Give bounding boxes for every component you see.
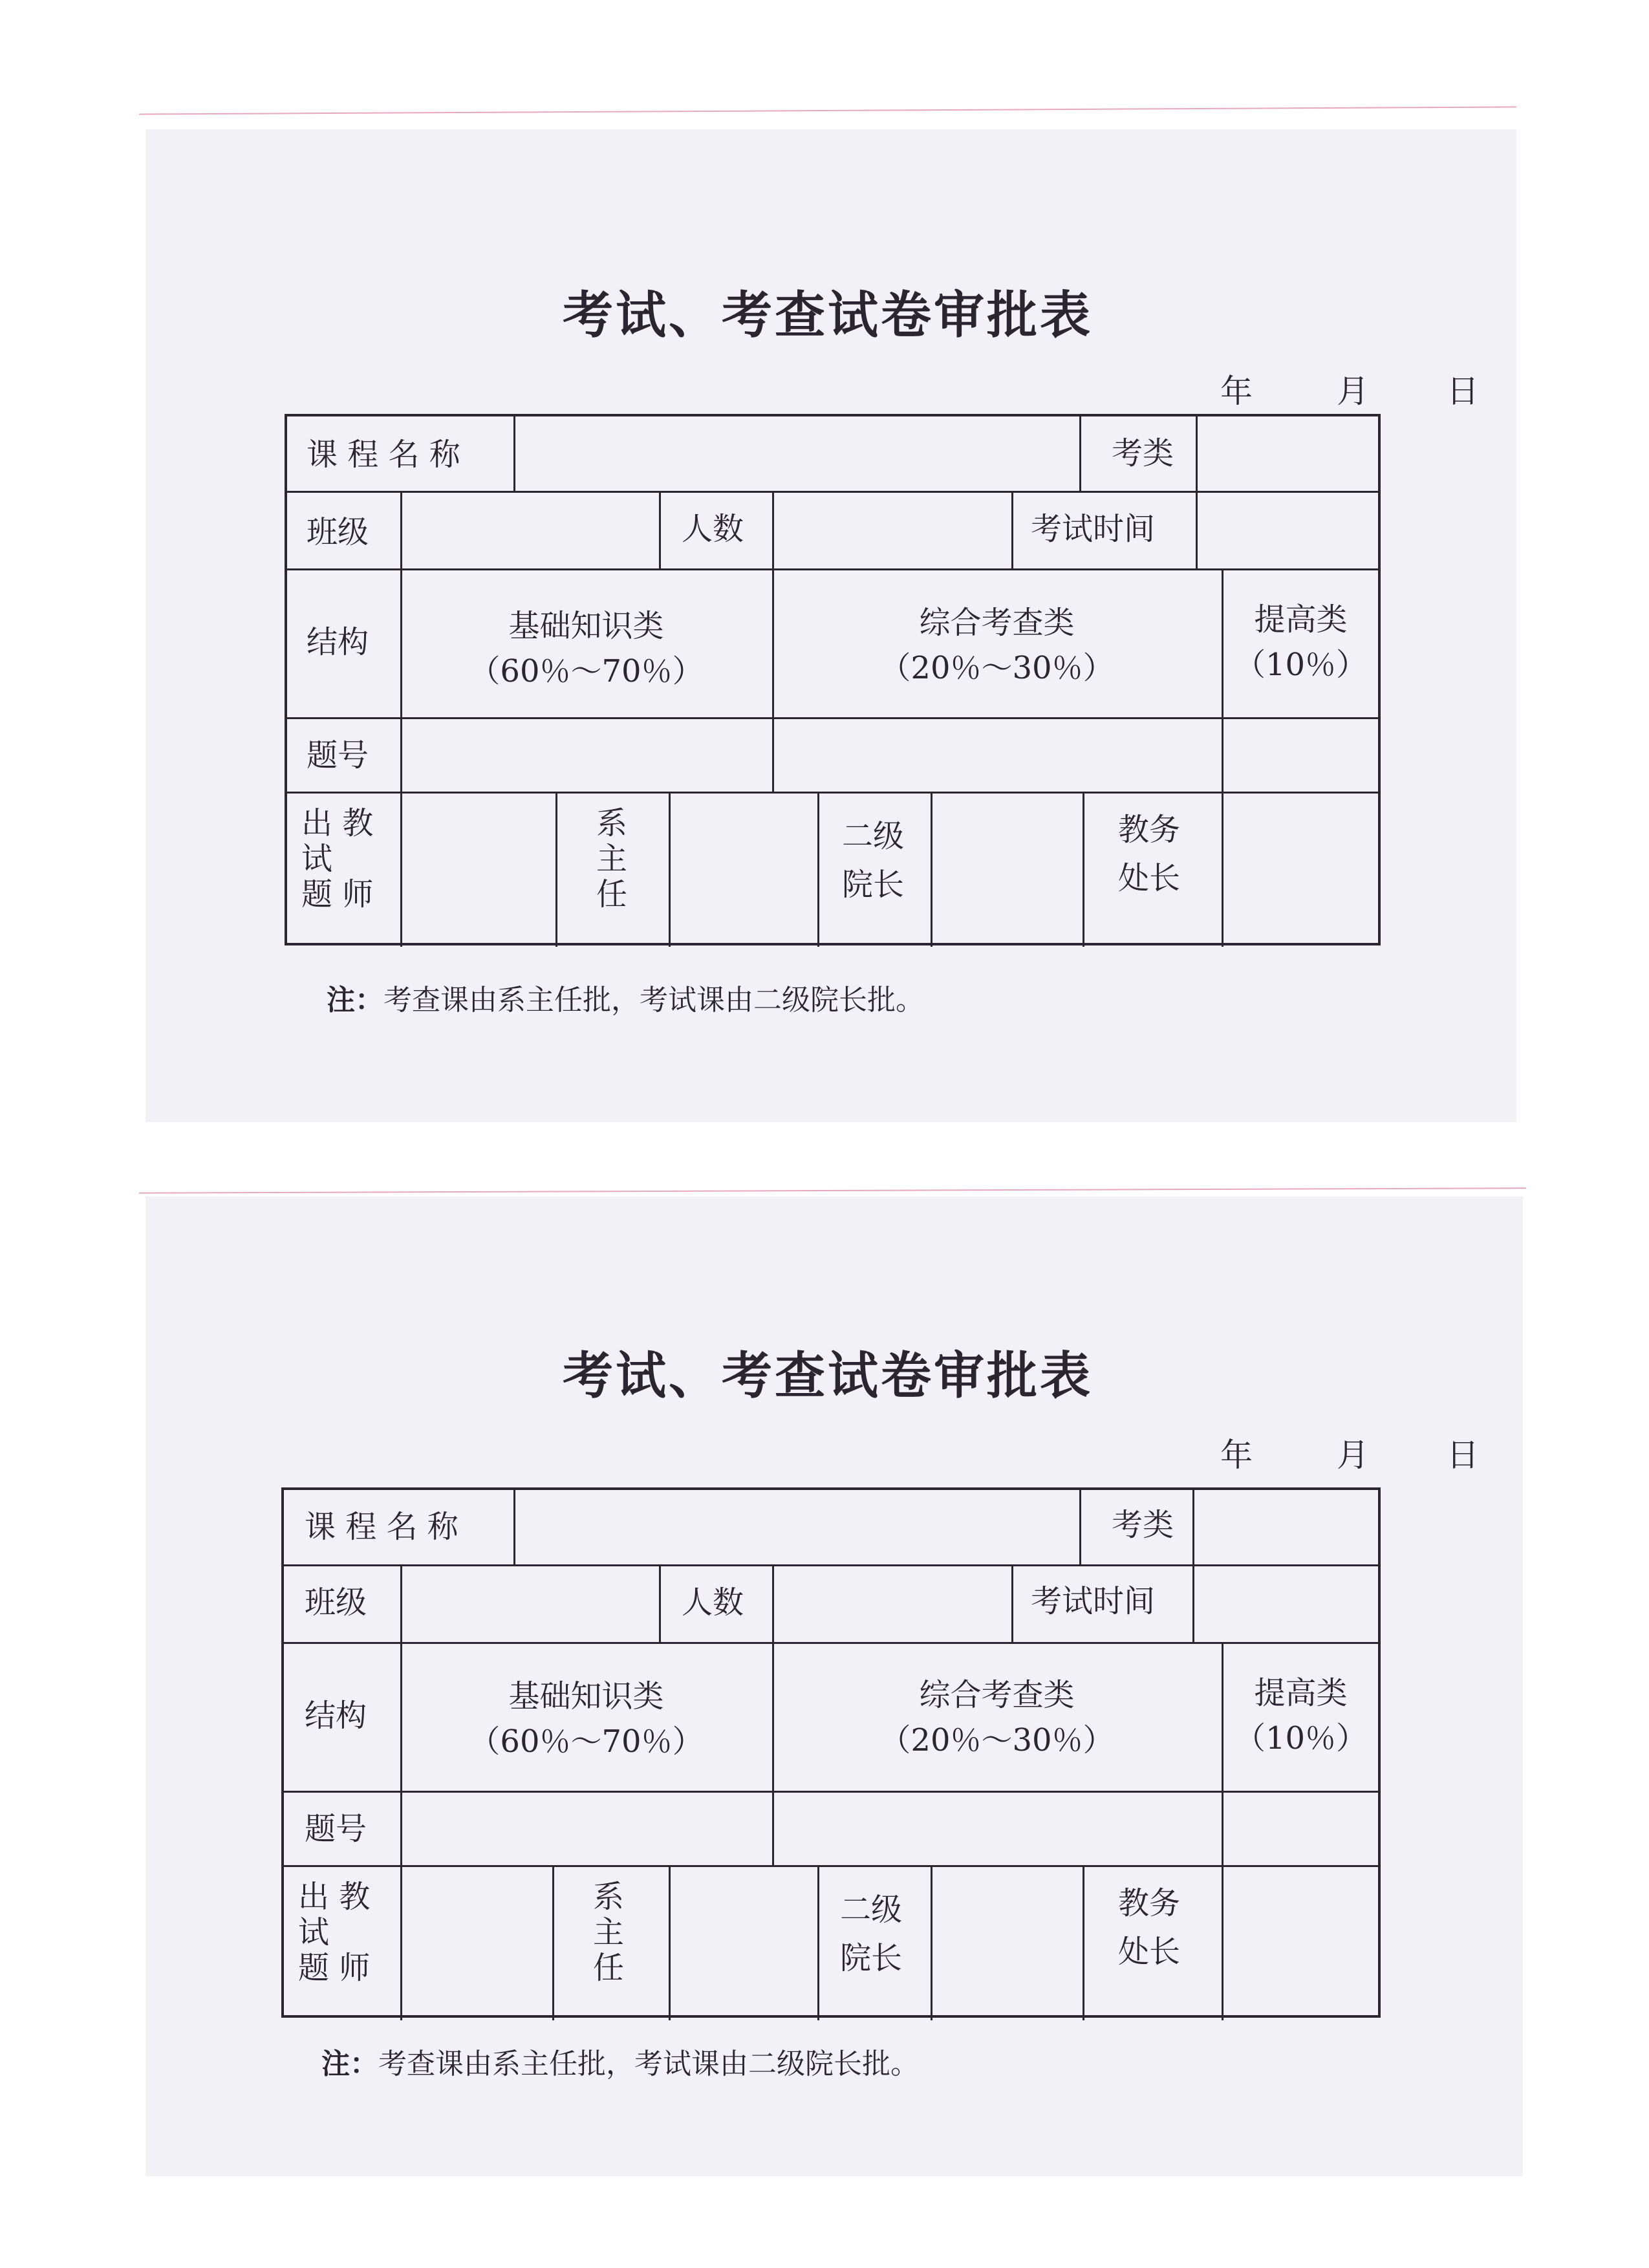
headcount-label: 人数 [682, 1584, 744, 1621]
note-prefix: 注： [321, 2047, 378, 2080]
question-number-label: 题号 [307, 737, 369, 773]
exam-type-label: 考类 [1112, 1507, 1174, 1543]
table-row-divider [284, 1642, 1379, 1644]
date-year-label: 年 [1220, 1436, 1253, 1474]
table-column-divider [669, 792, 671, 947]
exam-time-label: 考试时间 [1031, 511, 1156, 547]
table-column-divider [1083, 792, 1084, 947]
basic-category-percent: （60％～70％） [469, 1723, 704, 1760]
basic-category-label: 基础知识类 [508, 608, 664, 644]
table-row-divider [284, 1564, 1379, 1566]
table-column-divider [669, 1865, 671, 2020]
setter-label-line2: 试 [298, 1914, 330, 1950]
table-column-divider [1011, 491, 1013, 568]
dean-label-1: 二级 [840, 1892, 903, 1928]
comprehensive-category-label: 综合考查类 [919, 605, 1075, 641]
dept-head-label-3: 任 [596, 876, 628, 913]
comprehensive-category-percent: （20％～30％） [879, 1722, 1114, 1758]
table-column-divider [659, 491, 661, 568]
table-column-divider [1222, 792, 1223, 947]
table-column-divider [931, 792, 932, 947]
date-day-label: 日 [1447, 373, 1479, 410]
date-month-label: 月 [1337, 1436, 1369, 1474]
advanced-category-label: 提高类 [1254, 601, 1348, 638]
structure-label: 结构 [305, 1698, 367, 1734]
dept-head-label-3: 任 [593, 1950, 625, 1986]
dept-head-label-1: 系 [596, 805, 628, 841]
note-prefix: 注： [327, 984, 383, 1017]
table-column-divider [513, 1490, 515, 1564]
academic-affairs-label-2: 处长 [1118, 860, 1181, 896]
advanced-category-percent: （10％） [1234, 647, 1368, 683]
form-title: 考试、考查试卷审批表 [562, 286, 1093, 345]
table-row-divider [287, 717, 1379, 719]
table-column-divider [817, 792, 819, 947]
comprehensive-category-percent: （20％～30％） [879, 650, 1114, 686]
course-name-label: 课 程 名 称 [307, 437, 460, 473]
table-column-divider [1192, 1490, 1194, 1564]
table-column-divider [400, 491, 402, 568]
advanced-category-label: 提高类 [1254, 1675, 1348, 1711]
headcount-label: 人数 [682, 511, 744, 547]
academic-affairs-label-2: 处长 [1118, 1934, 1181, 1970]
structure-label: 结构 [307, 624, 369, 660]
table-column-divider [555, 792, 557, 947]
basic-category-percent: （60％～70％） [469, 653, 704, 689]
table-column-divider [772, 1564, 774, 1642]
table-column-divider [1083, 1865, 1084, 2020]
exam-type-label: 考类 [1112, 435, 1174, 471]
table-column-divider [659, 1564, 661, 1642]
date-day-label: 日 [1447, 1436, 1479, 1474]
form-note [321, 2040, 919, 2082]
table-column-divider [931, 1865, 932, 2020]
cut-line-top [139, 106, 1516, 114]
setter-label-line2: 试 [301, 841, 333, 877]
table-column-divider [1196, 416, 1198, 491]
table-column-divider [817, 1865, 819, 2020]
table-column-divider [1079, 416, 1081, 491]
table-row-divider [287, 491, 1379, 493]
table-column-divider [1011, 1564, 1013, 1642]
dean-label-1: 二级 [842, 818, 905, 854]
dean-label-2: 院长 [840, 1940, 903, 1976]
table-row-divider [287, 568, 1379, 570]
setter-label-line1: 出 教 [298, 1879, 371, 1915]
table-column-divider [772, 491, 774, 568]
date-month-label: 月 [1337, 373, 1369, 410]
table-column-divider [1079, 1490, 1081, 1564]
table-column-divider [400, 1865, 402, 2020]
dean-label-2: 院长 [842, 867, 905, 903]
note-text: 考查课由系主任批，考试课由二级院长批。 [378, 2047, 919, 2080]
table-column-divider [1192, 1564, 1194, 1642]
approval-table [281, 1487, 1381, 2018]
table-column-divider [1196, 491, 1198, 568]
table-column-divider [1222, 1865, 1223, 2020]
table-column-divider [513, 416, 515, 491]
academic-affairs-label-1: 教务 [1118, 1885, 1181, 1921]
basic-category-label: 基础知识类 [508, 1678, 664, 1714]
table-row-divider [287, 792, 1379, 794]
comprehensive-category-label: 综合考查类 [919, 1677, 1075, 1713]
approval-table [285, 414, 1381, 945]
table-row-divider [284, 1865, 1379, 1867]
cut-line-bottom [139, 1187, 1526, 1193]
dept-head-label-2: 主 [596, 841, 628, 877]
dept-head-label-2: 主 [593, 1914, 625, 1950]
course-name-label: 课 程 名 称 [305, 1509, 458, 1545]
setter-label-line3: 题 师 [298, 1950, 371, 1986]
form-note [327, 977, 924, 1018]
dept-head-label-1: 系 [593, 1879, 625, 1915]
table-column-divider [552, 1865, 554, 2020]
academic-affairs-label-1: 教务 [1118, 812, 1181, 848]
class-label: 班级 [305, 1584, 367, 1621]
class-label: 班级 [307, 514, 369, 550]
table-column-divider [400, 1564, 402, 1642]
advanced-category-percent: （10％） [1234, 1720, 1368, 1756]
table-column-divider [400, 792, 402, 947]
note-text: 考查课由系主任批，考试课由二级院长批。 [383, 984, 924, 1017]
form-title: 考试、考查试卷审批表 [562, 1346, 1093, 1405]
question-number-label: 题号 [305, 1811, 367, 1847]
table-row-divider [284, 1791, 1379, 1793]
setter-label-line3: 题 师 [301, 876, 374, 913]
exam-time-label: 考试时间 [1031, 1583, 1156, 1619]
setter-label-line1: 出 教 [301, 805, 374, 841]
date-year-label: 年 [1220, 373, 1253, 410]
